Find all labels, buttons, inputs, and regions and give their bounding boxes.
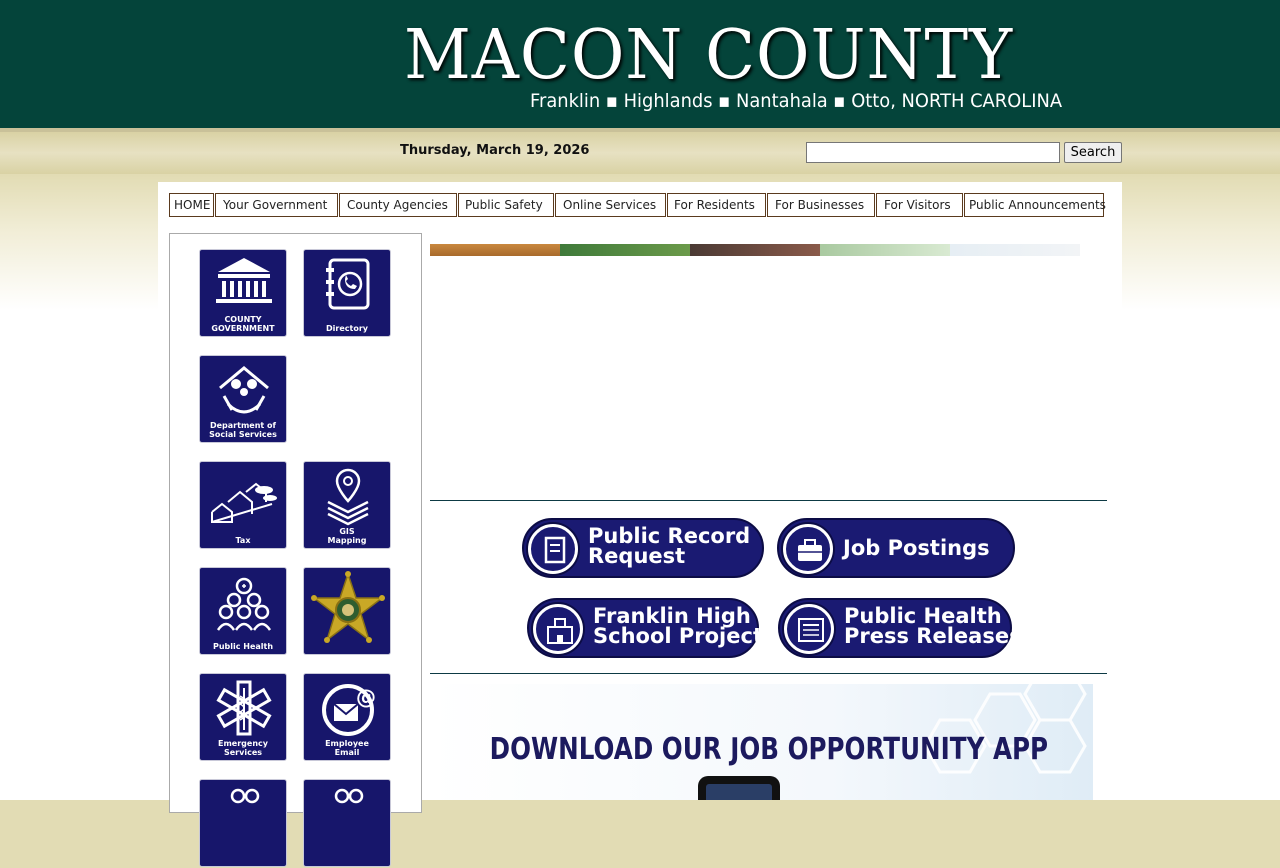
main-content bbox=[158, 182, 1122, 800]
sheriff-star-badge-icon bbox=[304, 568, 392, 656]
tile-emergency-services[interactable] bbox=[199, 673, 287, 761]
tile-label: Employee Email bbox=[325, 739, 369, 757]
job-postings-button[interactable] bbox=[777, 518, 1015, 578]
job-app-promo[interactable] bbox=[430, 684, 1093, 800]
pill-label-line1: Public Health bbox=[844, 604, 1002, 628]
search-button[interactable]: Search bbox=[1064, 142, 1122, 163]
tile-sheriff[interactable] bbox=[303, 567, 391, 655]
nav-county-agencies[interactable]: County Agencies bbox=[339, 193, 457, 217]
search-input[interactable] bbox=[806, 142, 1060, 163]
quick-access-sidebar bbox=[169, 233, 422, 813]
public-health-press-releases-button[interactable] bbox=[778, 598, 1022, 658]
nav-home[interactable]: HOME bbox=[169, 193, 214, 217]
tile-directory[interactable] bbox=[303, 249, 391, 337]
briefcase-icon bbox=[783, 524, 833, 574]
nav-online-services[interactable]: Online Services bbox=[555, 193, 666, 217]
app-promo-title: DOWNLOAD OUR JOB OPPORTUNITY APP bbox=[489, 732, 1049, 767]
site-subtitle: Franklin ▪ Highlands ▪ Nantahala ▪ Otto, NORTH CAROLINA bbox=[530, 90, 1063, 112]
tile-tax[interactable] bbox=[199, 461, 287, 549]
pill-label-line2: Request bbox=[588, 544, 686, 568]
tile-social-services[interactable] bbox=[199, 355, 287, 443]
pill-label-line2: School Project bbox=[593, 624, 763, 648]
tile-label: Tax bbox=[235, 536, 251, 545]
pill-label-line1: Franklin High bbox=[593, 604, 751, 628]
school-building-icon bbox=[533, 604, 583, 654]
nav-your-government[interactable]: Your Government bbox=[215, 193, 338, 217]
pill-label bbox=[588, 526, 750, 566]
tile-label: COUNTY GOVERNMENT bbox=[211, 315, 275, 333]
pill-label: Job Postings bbox=[843, 536, 990, 560]
phone-icon bbox=[698, 776, 780, 800]
current-date: Thursday, March 19, 2026 bbox=[400, 143, 590, 158]
site-header bbox=[0, 0, 1280, 128]
pill-label bbox=[844, 606, 1022, 646]
tile-partial-right[interactable] bbox=[303, 779, 391, 867]
public-record-request-button[interactable] bbox=[522, 518, 764, 578]
main-nav bbox=[158, 182, 1122, 222]
people-icon bbox=[200, 780, 288, 868]
divider-top bbox=[430, 500, 1107, 501]
nav-for-visitors[interactable]: For Visitors bbox=[876, 193, 963, 217]
nav-for-residents[interactable]: For Residents bbox=[667, 193, 766, 217]
tile-county-government[interactable] bbox=[199, 249, 287, 337]
tile-gis-mapping[interactable] bbox=[303, 461, 391, 549]
tile-label: Public Health bbox=[212, 642, 274, 651]
nav-for-businesses[interactable]: For Businesses bbox=[767, 193, 875, 217]
nav-public-announcements[interactable]: Public Announcements bbox=[964, 193, 1104, 217]
document-icon bbox=[528, 524, 578, 574]
slideshow-banner[interactable] bbox=[430, 244, 1080, 256]
tile-label: GIS Mapping bbox=[327, 527, 367, 545]
svg-text:@: @ bbox=[356, 685, 376, 709]
franklin-high-school-project-button[interactable] bbox=[527, 598, 763, 658]
pill-label-line2: Press Releases bbox=[844, 624, 1022, 648]
tile-employee-email[interactable] bbox=[303, 673, 391, 761]
nav-public-safety[interactable]: Public Safety bbox=[458, 193, 554, 217]
divider-bottom bbox=[430, 673, 1107, 674]
pill-label bbox=[593, 606, 763, 646]
tile-label: Emergency Services bbox=[218, 739, 268, 757]
pill-label-line1: Public Record bbox=[588, 524, 751, 548]
tile-public-health[interactable] bbox=[199, 567, 287, 655]
tile-label: Directory bbox=[326, 324, 368, 333]
site-title[interactable]: MACON COUNTY bbox=[404, 16, 1014, 95]
tile-label: Department of Social Services bbox=[209, 421, 277, 439]
group-icon bbox=[304, 780, 392, 868]
tile-partial-left[interactable] bbox=[199, 779, 287, 867]
newspaper-icon bbox=[784, 604, 834, 654]
